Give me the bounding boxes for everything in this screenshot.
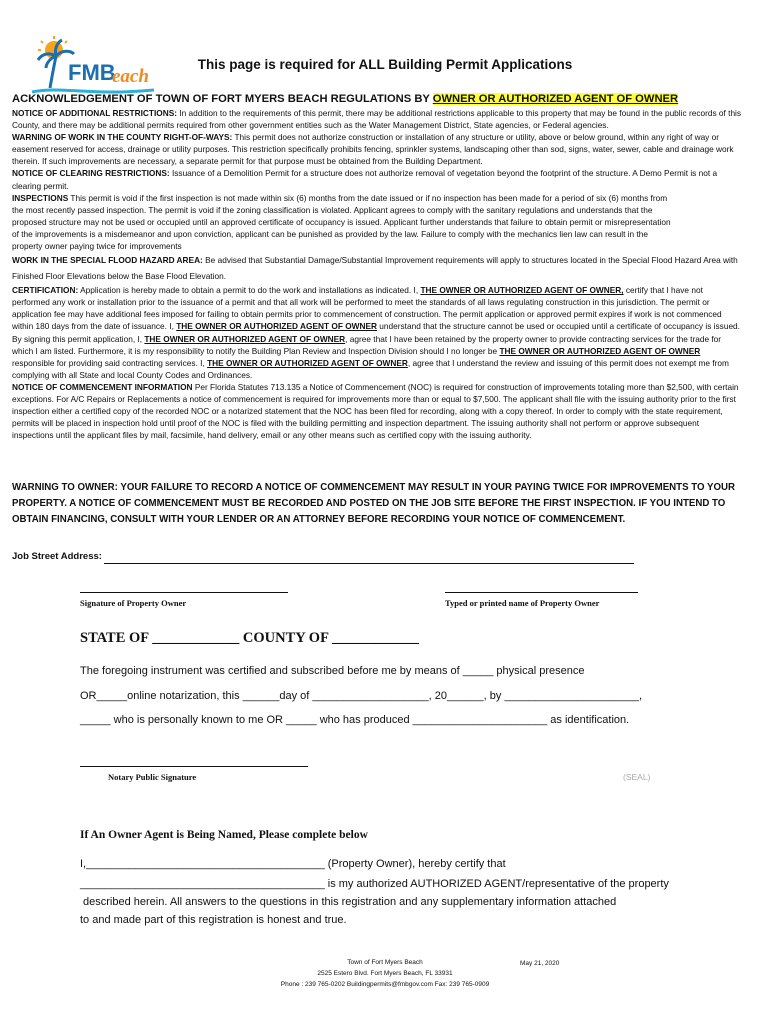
additional-restrictions-text: In addition to the requirements of this permit, there may be additional restrictions applicable to this property that may be found in the public records of this County, and there may be additional permits required from other government entities such as the Water Management District, State agencies, or Federal agencies. — [12, 108, 742, 131]
notary-signature-field[interactable] — [80, 766, 308, 767]
right-of-way-text: This permit does not authorize construction or installation of any structure or utility, above or below ground, within any right of way or easement reserved for access, drainage or utility purposes. This restriction specifically prohibits fencing, sprinkler systems, landscaping other than sod, signs, water, sewer, cable and drainage work therein. If such improvements are necessary, a separate permit for that purpose must be obtained from the Building Department. — [12, 132, 734, 167]
acknowledgement-heading — [12, 93, 678, 105]
certification-owner-5: THE OWNER OR AUTHORIZED AGENT OF OWNER — [207, 357, 408, 368]
notary-line-2[interactable]: OR_____online notarization, this ______day of ___________________, 20______, by ______________________, — [80, 690, 643, 702]
certification-text-1: Application is hereby made to obtain a permit to do the work and installations as indicated. I, — [78, 285, 421, 296]
notary-line-1[interactable]: The foregoing instrument was certified and subscribed before me by means of _____ physical presence — [80, 665, 585, 677]
ack-highlight: OWNER OR AUTHORIZED AGENT OF OWNER — [432, 93, 679, 105]
agent-line-1[interactable]: I,_______________________________________ (Property Owner), hereby certify that — [80, 858, 506, 870]
right-of-way-warning — [12, 131, 742, 167]
additional-restrictions — [12, 107, 742, 131]
footer-address: 2525 Estero Blvd. Fort Myers Beach, FL 33931 — [317, 970, 453, 977]
flood-label: WORK IN THE SPECIAL FLOOD HAZARD AREA: — [12, 255, 203, 266]
certification-text-5: responsible for providing said contracting services. I, — [12, 357, 208, 368]
ack-prefix: ACKNOWLEDGEMENT OF TOWN OF FORT MYERS BEACH REGULATIONS BY — [12, 93, 433, 105]
logo-text-beach: each — [112, 66, 149, 87]
footer-date: May 21, 2020 — [520, 960, 560, 967]
notice-of-commencement — [12, 381, 742, 441]
owner-signature-label: Signature of Property Owner — [80, 598, 187, 608]
notary-line-3[interactable]: _____ who is personally known to me OR _____ who has produced ______________________ as identification. — [80, 714, 630, 726]
certification-text-2: certify that I have not performed any work or installation prior to the issuance of a permit and that all work will be performed to meet the standards of all laws regulating construction in this jurisdiction. The permit or application fee may have additional fees imposed for failing to obtain permits prior to commencement of construction. The permit application or approved permit expires if work is not commenced within 180 days from the date of issuance. I, — [12, 285, 722, 332]
printed-name-label: Typed or printed name of Property Owner — [445, 598, 600, 608]
agent-line-4: to and made part of this registration is honest and true. — [80, 914, 347, 926]
certification — [12, 284, 742, 381]
job-address-label: Job Street Address: — [12, 551, 102, 562]
inspections-text: This permit is void if the first inspection is not made within six (6) months from the date issued or if no inspection has been made for a period of six (6) months from the most recently passed inspection. The permit is void if the zoning classification is violated. Applicant agrees to comply with the sanitary regulations and understands that the proposed structure may not be used or occupied until an approved certificate of occupancy is issued. Applicant further understands that failure to obtain permit or misrepresentation of the improvements is a misdemeanor and upon conviction, applicant can be punished as provided by the law. Failure to comply with the mechanics lien law can result in the property owner paying twice for improvements — [12, 192, 671, 252]
job-address-field[interactable] — [104, 563, 634, 565]
logo-text-fmb: FMB — [68, 60, 116, 85]
clearing-text: Issuance of a Demolition Permit for a structure does not authorize removal of vegetation beyond the footprint of the structure. A Demo Permit is not a clearing permit. — [12, 168, 718, 191]
inspections — [12, 192, 677, 252]
printed-name-field[interactable] — [445, 592, 638, 593]
additional-restrictions-label: NOTICE OF ADDITIONAL RESTRICTIONS: — [12, 108, 178, 118]
agent-line-3: described herein. All answers to the questions in this registration and any supplementary information attached — [83, 896, 617, 908]
certification-text-4: , agree that I have been retained by the property owner to provide contracting services for the trade for which I am listed. Furthermore, it is my responsibility to notify the Building Plan Review and Inspection Division should I no longer be — [12, 333, 722, 356]
state-county-line[interactable]: STATE OF ____________ COUNTY OF ____________ — [80, 630, 420, 646]
clearing-label: NOTICE OF CLEARING RESTRICTIONS: — [12, 168, 170, 179]
certification-label: CERTIFICATION: — [12, 285, 79, 296]
clearing-restrictions — [12, 167, 742, 191]
noc-text: Per Florida Statutes 713.135 a Notice of Commencement (NOC) is required for construction of improvements totaling more than $2,500, with certain exceptions. For A/C Repairs or Replacements a notice of commencement is required for improvements more than or equal to $7,500. The applicant shall file with the issuing authority prior to the first inspection either a certified copy of the recorded NOC or a notarized statement that the NOC has been filed for recording, along with a copy thereof. In order to comply with the state requirement, permits will be placed in inspection hold until proof of the NOC is filed with the building permitting and inspection department. The issuing authority shall not perform or approve subsequent inspections until the applicant files by mail, facsimile, hand delivery, email or any other means such as certified copy with the issuing authority. — [12, 381, 739, 441]
certification-owner-4: THE OWNER OR AUTHORIZED AGENT OF OWNER — [499, 345, 701, 356]
regulations-body — [12, 107, 742, 441]
warning-text: : YOUR FAILURE TO RECORD A NOTICE OF COMMENCEMENT MAY RESULT IN YOUR PAYING TWICE FOR IMPROVEMENTS TO YOUR PROPERTY. A NOTICE OF COMMENCEMENT MUST BE RECORDED AND POSTED ON THE JOB SITE BEFORE THE FIRST INSPECTION. IF YOU INTEND TO OBTAIN FINANCING, CONSULT WITH YOUR LENDER OR AN ATTORNEY BEFORE RECORDING YOUR NOTICE OF COMMENCEMENT. — [12, 482, 736, 525]
page-title: This page is required for ALL Building Permit Applications — [197, 57, 573, 72]
inspections-label: INSPECTIONS — [12, 192, 69, 203]
flood-hazard — [12, 252, 742, 284]
certification-owner-2: THE OWNER OR AUTHORIZED AGENT OF OWNER — [176, 321, 377, 332]
certification-text-6: , agree that I understand the review and issuing of this permit does not exempt me from complying with all State and local County Codes and Ordinances. — [12, 357, 729, 380]
noc-label: NOTICE OF COMMENCEMENT INFORMATION — [12, 381, 193, 392]
agent-line-2[interactable]: ________________________________________ is my authorized AUTHORIZED AGENT/representative of the property — [80, 878, 669, 890]
footer-org: Town of Fort Myers Beach — [347, 959, 423, 966]
warning-label: WARNING TO OWNER — [12, 482, 115, 493]
certification-text-3: understand that the structure cannot be used or occupied until a certificate of occupancy is issued. By signing this permit application, I, — [12, 321, 740, 344]
footer-contact: Phone : 239 765-0202 Buildingpermits@fmbgov.com Fax: 239 765-0909 — [280, 981, 490, 988]
seal-label: (SEAL) — [623, 772, 651, 782]
certification-owner-3: THE OWNER OR AUTHORIZED AGENT OF OWNER — [144, 333, 346, 344]
right-of-way-label: WARNING OF WORK IN THE COUNTY RIGHT-OF-WAYS: — [12, 132, 233, 143]
flood-text: Be advised that Substantial Damage/Substantial Improvement requirements will apply to structures located in the Special Flood Hazard Area with Finished Floor Elevations below the Base Flood Elevation. — [12, 255, 738, 282]
certification-owner-1: THE OWNER OR AUTHORIZED AGENT OF OWNER, — [420, 285, 624, 296]
notary-signature-label: Notary Public Signature — [108, 772, 197, 782]
warning-to-owner — [12, 480, 747, 528]
owner-signature-field[interactable] — [80, 592, 288, 593]
owner-agent-heading: If An Owner Agent is Being Named, Please complete below — [80, 829, 368, 841]
